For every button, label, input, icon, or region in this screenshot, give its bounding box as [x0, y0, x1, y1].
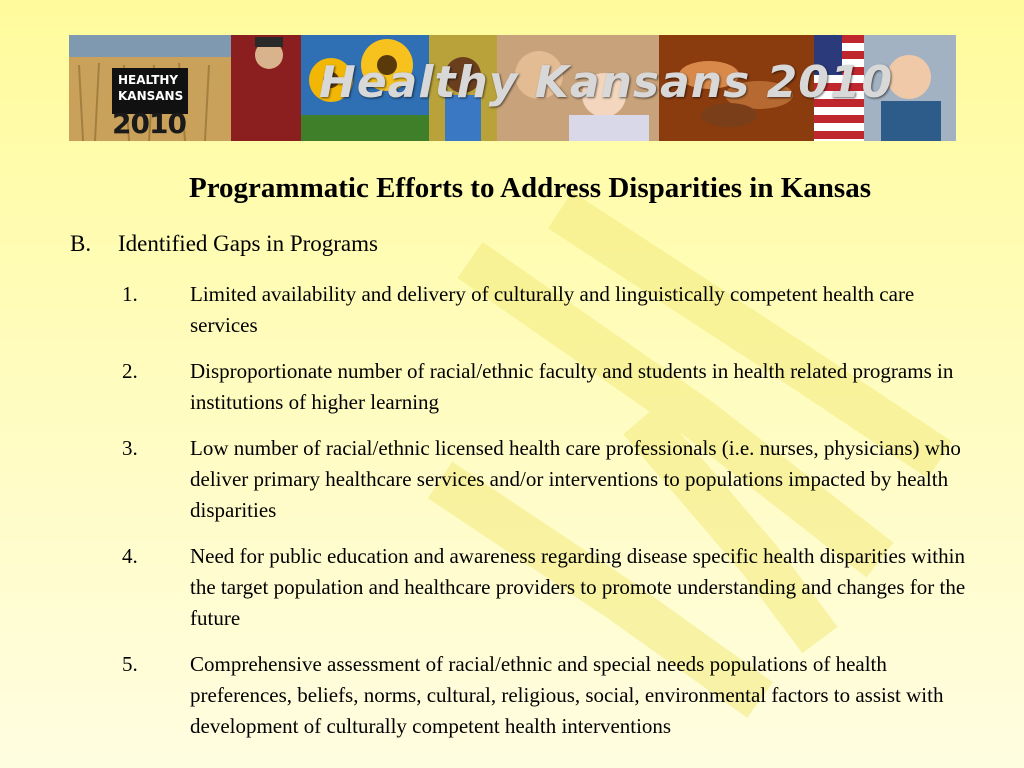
section-heading — [70, 231, 378, 257]
list-item — [0, 541, 1024, 634]
list-item-number: 4. — [122, 544, 138, 568]
list-item-text: Disproportionate number of racial/ethnic faculty and students in health related programs in institutions of higher learning — [190, 359, 954, 414]
list-item — [0, 649, 1024, 742]
logo-line-2: KANSANS — [118, 89, 184, 103]
list-item-text: Limited availability and delivery of culturally and linguistically competent health care services — [190, 282, 915, 337]
logo-line-1: HEALTHY — [118, 73, 179, 87]
slide-title: Programmatic Efforts to Address Disparities in Kansas — [188, 172, 871, 204]
list-item-text: Comprehensive assessment of racial/ethnic and special needs populations of health preferences, beliefs, norms, cultural, religious, social, environmental factors to assist with development of culturally competent health interventions — [190, 652, 944, 738]
list-item-text: Need for public education and awareness regarding disease specific health disparities within the target population and healthcare providers to promote understanding and changes for the future — [190, 544, 966, 630]
list-item — [0, 433, 1024, 526]
banner-title: Healthy Kansans 2010 — [319, 57, 894, 108]
header-banner — [69, 35, 956, 141]
section-label: Identified Gaps in Programs — [118, 231, 378, 256]
list-item-text: Low number of racial/ethnic licensed health care professionals (i.e. nurses, physicians) who deliver primary healthcare services and/or interventions to populations impacted by health disparities — [190, 436, 961, 522]
list-item — [0, 279, 1024, 341]
logo-year: 2010 — [112, 107, 186, 140]
list-item-number: 5. — [122, 652, 138, 676]
section-letter: B. — [70, 231, 92, 256]
list-item-number: 2. — [122, 359, 138, 383]
list-item — [0, 356, 1024, 418]
gap-list — [0, 279, 1024, 757]
list-item-number: 1. — [122, 282, 138, 306]
list-item-number: 3. — [122, 436, 138, 460]
